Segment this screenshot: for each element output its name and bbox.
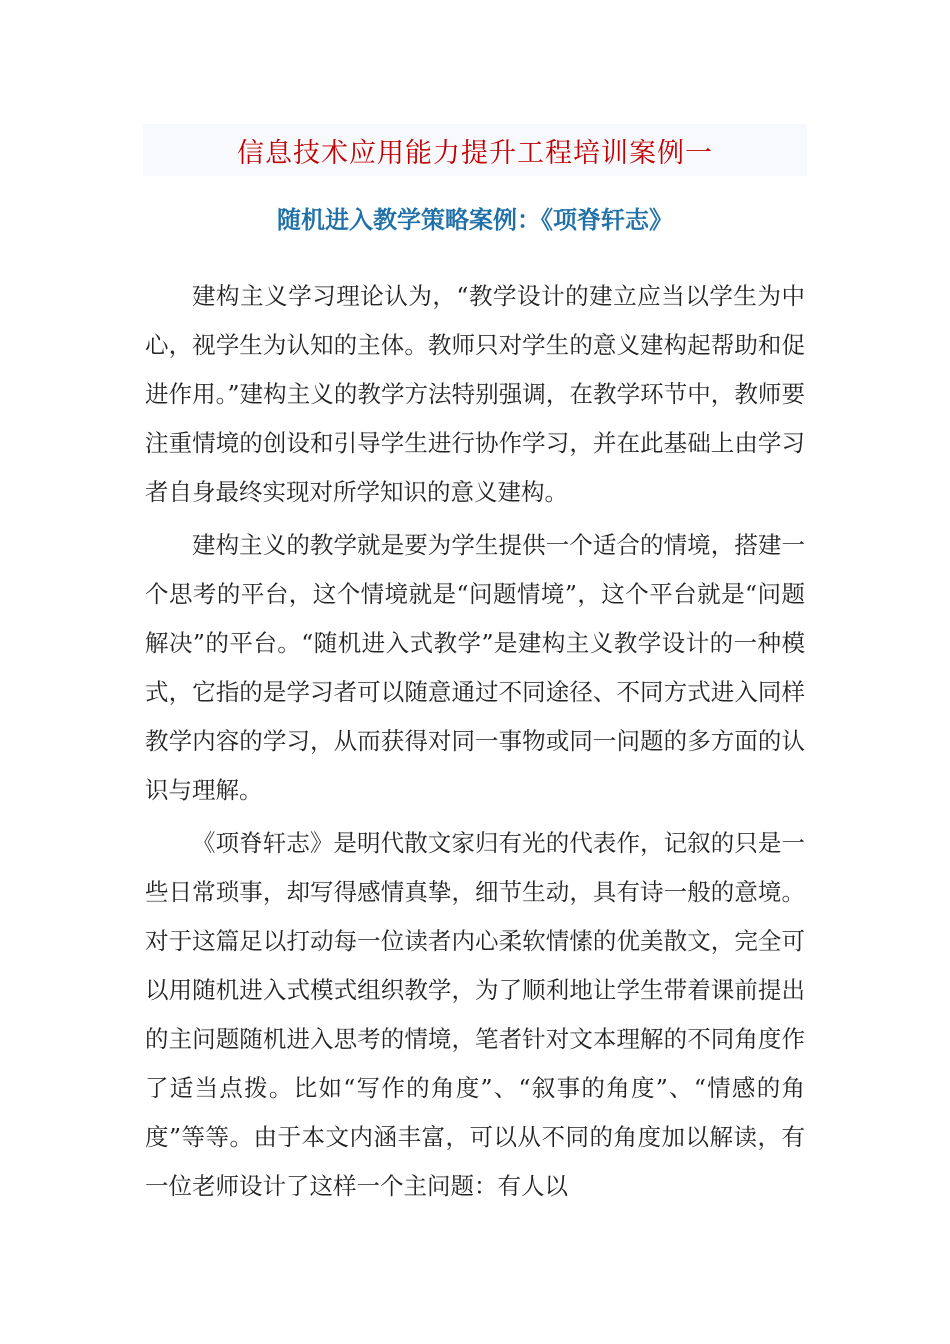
- document-subtitle: 随机进入教学策略案例：《项脊轩志》: [277, 206, 673, 234]
- body-paragraph: 《项脊轩志》是明代散文家归有光的代表作，记叙的只是一些日常琐事，却写得感情真挚，细节生动，具有诗一般的意境。对于这篇足以打动每一位读者内心柔软情愫的优美散文，完全可以用随机进入式模式组织教学，为了顺利地让学生带着课前提出的主问题随机进入思考的情境，笔者针对文本理解的不同角度作了适当点拨。比如“写作的角度”、“叙事的角度”、“情感的角度”等等。由于本文内涵丰富，可以从不同的角度加以解读，有一位老师设计了这样一个主问题：有人以: [145, 829, 805, 1200]
- document-title: 信息技术应用能力提升工程培训案例一: [237, 137, 713, 169]
- body-paragraph: 建构主义学习理论认为，“教学设计的建立应当以学生为中心，视学生为认知的主体。教师只对学生的意义建构起帮助和促进作用。”建构主义的教学方法特别强调，在教学环节中，教师要注重情境的创设和引导学生进行协作学习，并在此基础上由学习者自身最终实现对所学知识的意义建构。: [145, 282, 805, 506]
- document-body: [145, 272, 805, 1215]
- body-paragraph: 建构主义的教学就是要为学生提供一个适合的情境，搭建一个思考的平台，这个情境就是“问题情境”，这个平台就是“问题解决”的平台。“随机进入式教学”是建构主义教学设计的一种模式，它指的是学习者可以随意通过不同途径、不同方式进入同样教学内容的学习，从而获得对同一事物或同一问题的多方面的认识与理解。: [145, 531, 805, 804]
- title-banner: [143, 124, 807, 176]
